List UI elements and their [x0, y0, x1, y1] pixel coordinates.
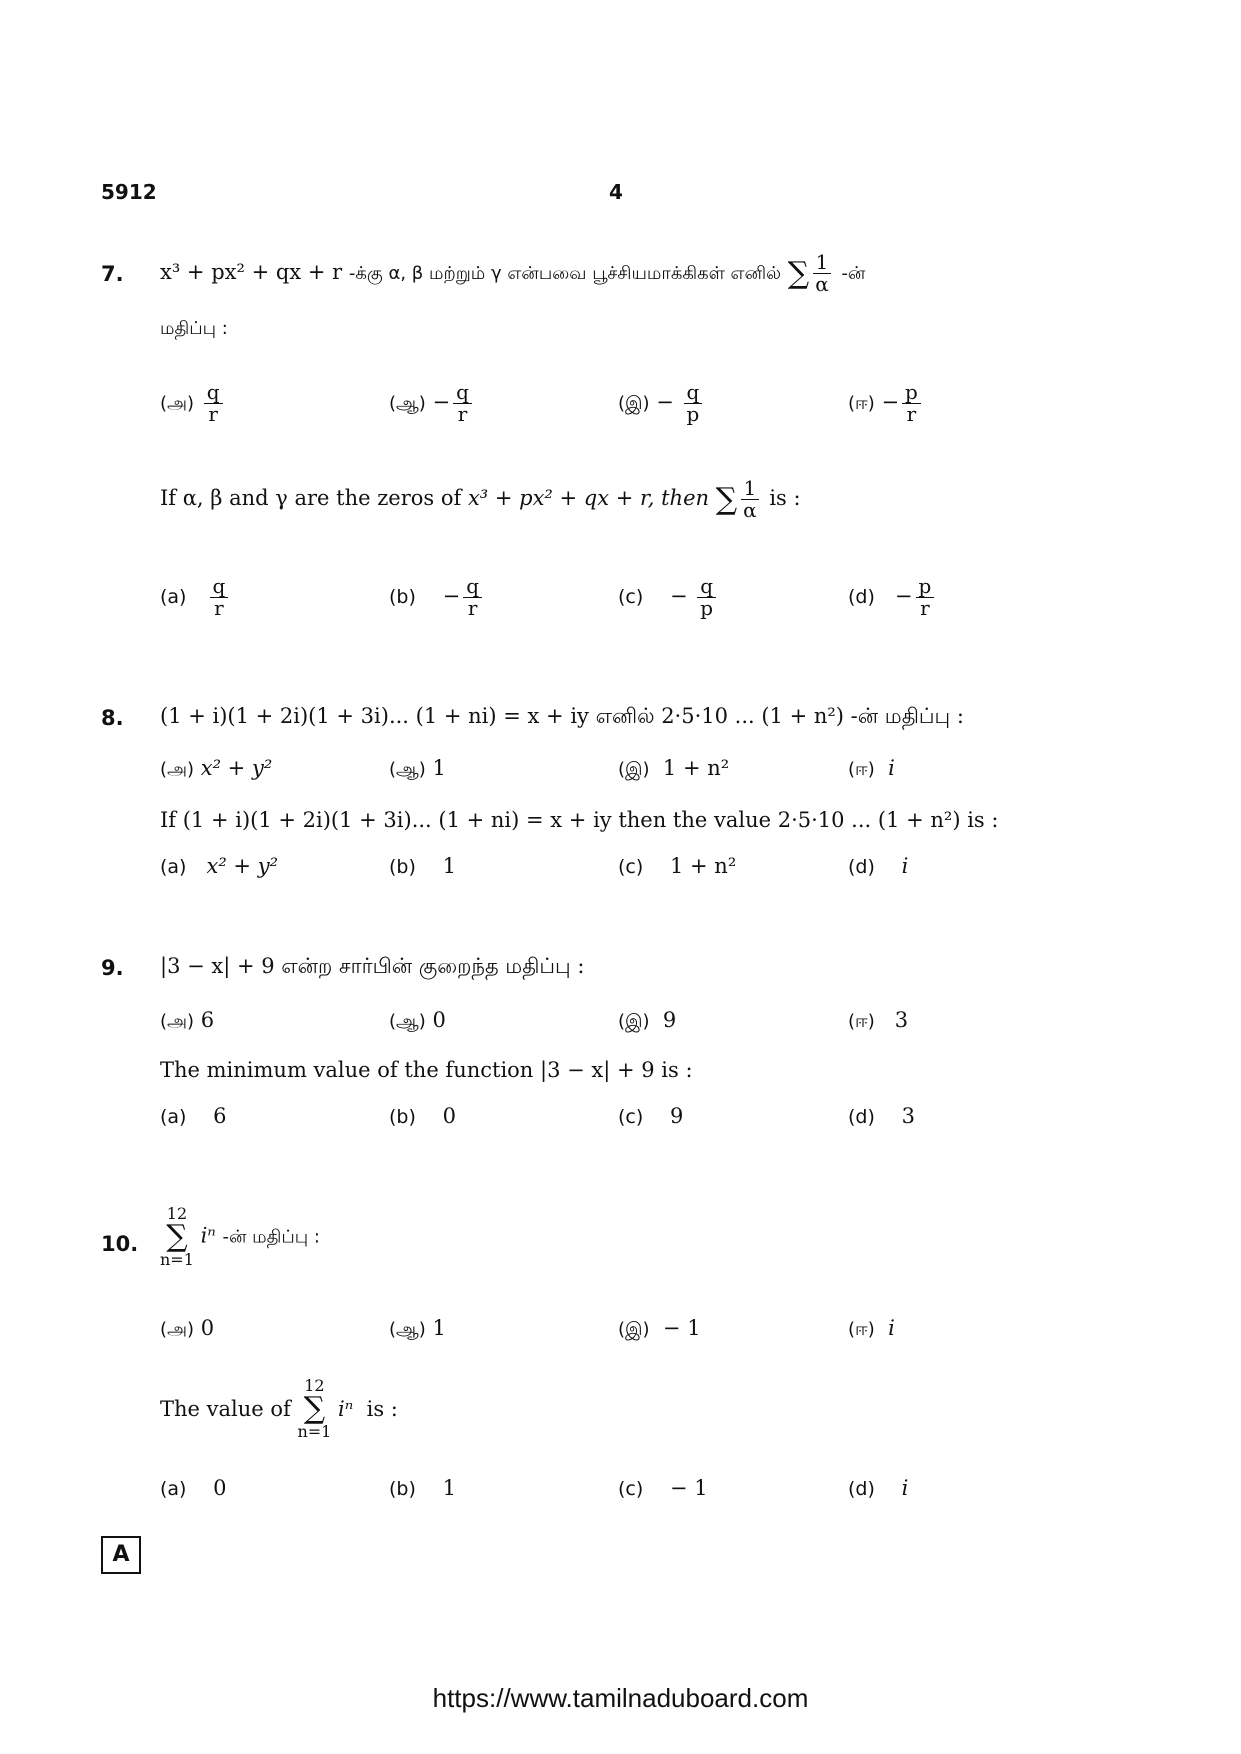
question-number: 10. — [101, 1232, 139, 1256]
option: (c) − 1 — [618, 1476, 708, 1500]
question-number: 8. — [101, 706, 124, 730]
q7-tamil-suffix: -ன் — [841, 263, 866, 284]
option: (a) x² + y² — [160, 854, 278, 878]
question-number: 9. — [101, 956, 124, 980]
option: (ஈ) i — [848, 756, 895, 780]
sigma-icon: ∑ — [303, 1391, 326, 1426]
option: (b) 1 — [389, 854, 456, 878]
q9-english-stem: The minimum value of the function |3 − x| + 9 is : — [160, 1058, 693, 1082]
q10-english-stem: The value of 12 ∑ n=1 iⁿ is : — [160, 1376, 398, 1441]
q7-expression: x³ + px² + qx + r — [160, 260, 343, 284]
option: (ஈ) − $\frac{p}{r}$ — [848, 382, 924, 425]
option: (d) i — [848, 854, 909, 878]
option: (c) − $\frac{q}{p}$ — [618, 576, 719, 619]
option: (ஈ) 3 — [848, 1008, 909, 1032]
option: (a) $\frac{q}{r}$ — [160, 576, 231, 619]
sigma-icon: ∑ — [787, 255, 810, 291]
option: (அ) 0 — [160, 1316, 215, 1340]
option: (c) 9 — [618, 1104, 684, 1128]
q7-tamil-text: -க்கு α, β மற்றும் γ என்பவை பூச்சியமாக்கிகள் எனில் — [348, 263, 782, 284]
option: (ஆ) 1 — [389, 1316, 446, 1340]
q8-english-stem: If (1 + i)(1 + 2i)(1 + 3i)... (1 + ni) = x + iy then the value 2·5·10 ... (1 + n²) is : — [160, 808, 999, 832]
sigma-icon: ∑ — [715, 481, 738, 517]
version-box: A — [101, 1536, 141, 1574]
option: (d) 3 — [848, 1104, 915, 1128]
page-number: 4 — [609, 180, 623, 204]
q10-tamil-suffix: -ன் மதிப்பு : — [222, 1226, 320, 1248]
option: (a) 0 — [160, 1476, 227, 1500]
option: (அ) x² + y² — [160, 756, 273, 780]
option: (அ) $\frac{q}{r}$ — [160, 382, 226, 425]
option: (ஆ) 0 — [389, 1008, 446, 1032]
q10-sum: 12 ∑ n=1 — [297, 1376, 332, 1441]
option: (c) 1 + n² — [618, 854, 737, 878]
option: (b) 1 — [389, 1476, 456, 1500]
q9-tamil-stem: |3 − x| + 9 என்ற சார்பின் குறைந்த மதிப்பு : — [160, 954, 585, 978]
q10-sum-term: iⁿ — [200, 1223, 216, 1248]
option: (d) − $\frac{p}{r}$ — [848, 576, 937, 619]
option: (அ) 6 — [160, 1008, 215, 1032]
paper-code: 5912 — [101, 180, 157, 204]
q7-english-stem: If α, β and γ are the zeros of x³ + px² + qx + r, then ∑ $\frac{1}{\alpha}$ is : — [160, 476, 801, 522]
q8-tamil-stem: (1 + i)(1 + 2i)(1 + 3i)... (1 + ni) = x + iy எனில் 2·5·10 ... (1 + n²) -ன் மதிப்பு : — [160, 704, 964, 728]
q10-sum: 12 ∑ n=1 — [160, 1204, 194, 1269]
option: (b) − $\frac{q}{r}$ — [389, 576, 485, 619]
option: (ஆ) − $\frac{q}{r}$ — [389, 382, 475, 425]
option: (இ) 1 + n² — [618, 756, 730, 780]
q7-tamil-stem — [160, 252, 865, 295]
sigma-icon: ∑ — [166, 1219, 188, 1254]
option: (d) i — [848, 1476, 909, 1500]
q7-sum-fraction: $\frac{1}{\alpha}$ — [812, 252, 832, 295]
option: (ஈ) i — [848, 1316, 895, 1340]
option: (இ) − 1 — [618, 1316, 701, 1340]
question-number: 7. — [101, 262, 124, 286]
q7-sum — [787, 255, 810, 291]
option: (இ) − $\frac{q}{p}$ — [618, 382, 705, 425]
q10-tamil-stem — [160, 1206, 320, 1268]
q7-tamil-line2: மதிப்பு : — [160, 318, 228, 339]
option: (a) 6 — [160, 1104, 227, 1128]
option: (ஆ) 1 — [389, 756, 446, 780]
footer-url[interactable]: https://www.tamilnaduboard.com — [432, 1683, 809, 1713]
option: (இ) 9 — [618, 1008, 677, 1032]
option: (b) 0 — [389, 1104, 456, 1128]
